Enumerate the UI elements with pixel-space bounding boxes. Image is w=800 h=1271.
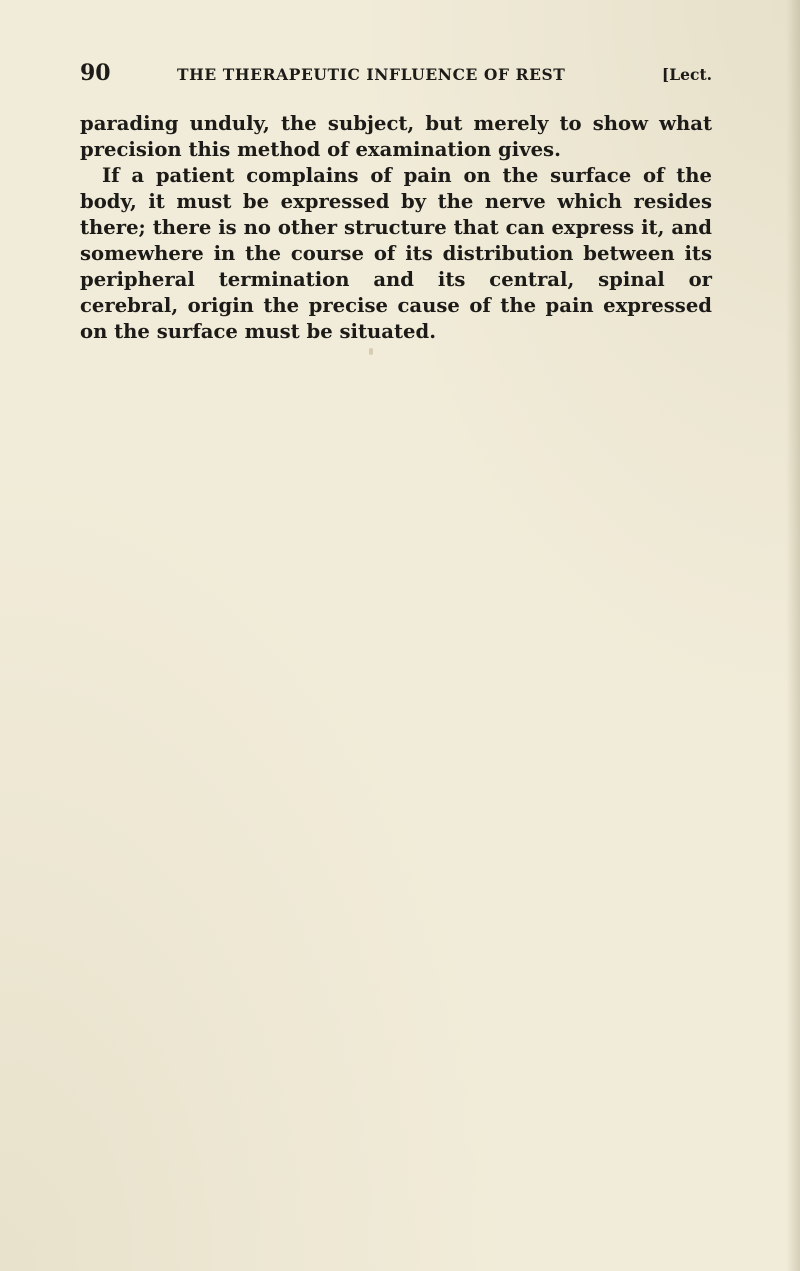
lecture-marker: [Lect. bbox=[661, 65, 712, 84]
paragraph-continuation: parading unduly, the subject, but merely to show what precision this method of examination gives. bbox=[80, 112, 712, 161]
paragraph-pain-surface: If a patient complains of pain on the surface of the body, it must be expressed by the nerve which resides there; there is no other structure that can express it, and somewhere in the course of its distribution between its peripheral termination and its central, spinal or cerebral, origin the precise cause of the pain expressed on the surface must be situated. bbox=[80, 164, 712, 343]
page-header bbox=[80, 60, 712, 90]
page-edge-shadow bbox=[786, 0, 800, 1271]
page-number: 90 bbox=[80, 60, 111, 86]
body-text bbox=[80, 111, 712, 345]
running-head: THE THERAPEUTIC INFLUENCE OF REST bbox=[177, 65, 566, 84]
paper-speck bbox=[369, 348, 373, 355]
